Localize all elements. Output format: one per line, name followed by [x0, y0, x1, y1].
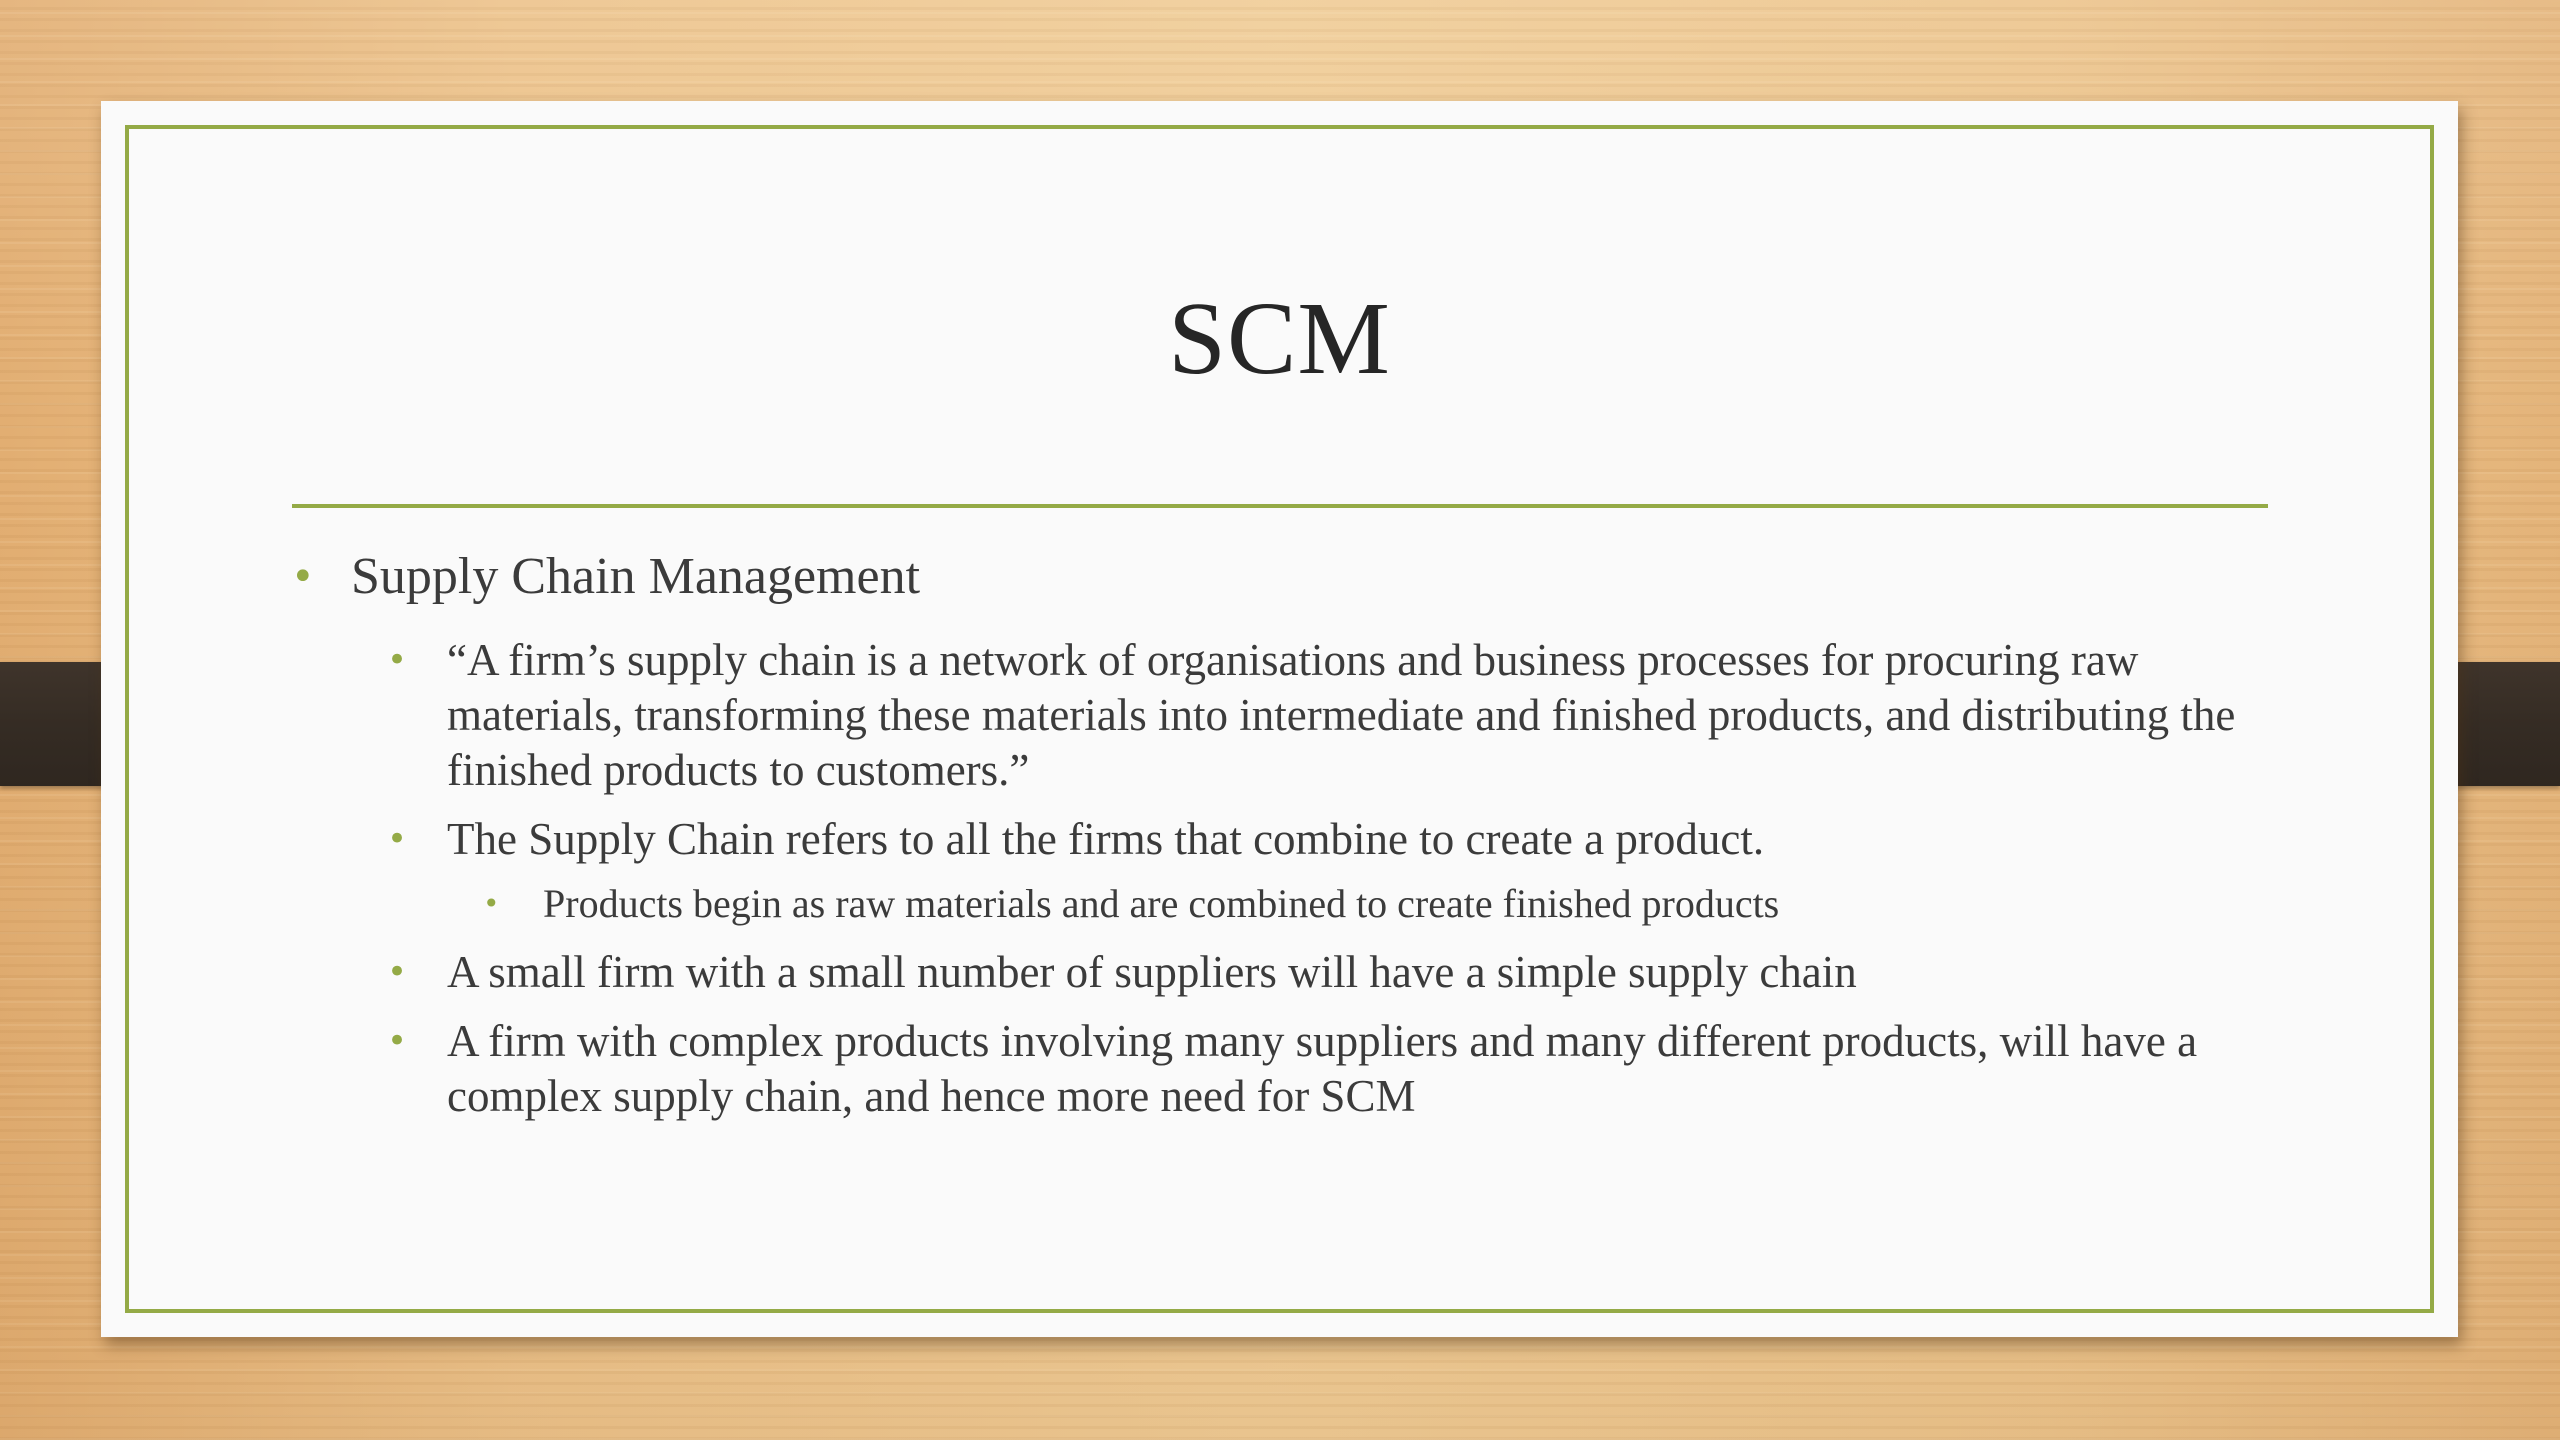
bullet-dot-icon: • — [483, 887, 500, 920]
bullet-level3 — [483, 879, 2311, 929]
title-divider — [292, 504, 2268, 508]
bullet-text: Products begin as raw materials and are combined to create finished products — [543, 881, 1780, 926]
bullet-dot-icon: • — [291, 554, 315, 600]
bullet-level1 — [291, 543, 2311, 611]
bullet-dot-icon: • — [387, 819, 408, 859]
slide-card — [101, 101, 2458, 1337]
bullet-text: Supply Chain Management — [351, 548, 921, 605]
bullet-level2 — [387, 633, 2307, 798]
bullet-text: The Supply Chain refers to all the firms that combine to create a product. — [447, 814, 1765, 864]
slide-title: SCM — [1168, 281, 1391, 396]
bullet-dot-icon: • — [387, 1021, 408, 1061]
bullet-text: A firm with complex products involving many suppliers and many different products, will have a complex supply chain, and hence more need for SCM — [447, 1016, 2198, 1121]
bullet-level2 — [387, 945, 2307, 1000]
bullet-text: A small firm with a small number of suppliers will have a simple supply chain — [447, 947, 1857, 997]
bullet-dot-icon: • — [387, 952, 408, 992]
bullet-dot-icon: • — [387, 640, 408, 680]
bullet-text: “A firm’s supply chain is a network of organisations and business processes for procuring raw materials, transforming these materials into intermediate and finished products, and distributing the finished products to customers.” — [447, 635, 2236, 795]
bullet-level2 — [387, 812, 2307, 867]
bullet-level2 — [387, 1014, 2307, 1124]
slide-body — [291, 543, 2311, 1124]
